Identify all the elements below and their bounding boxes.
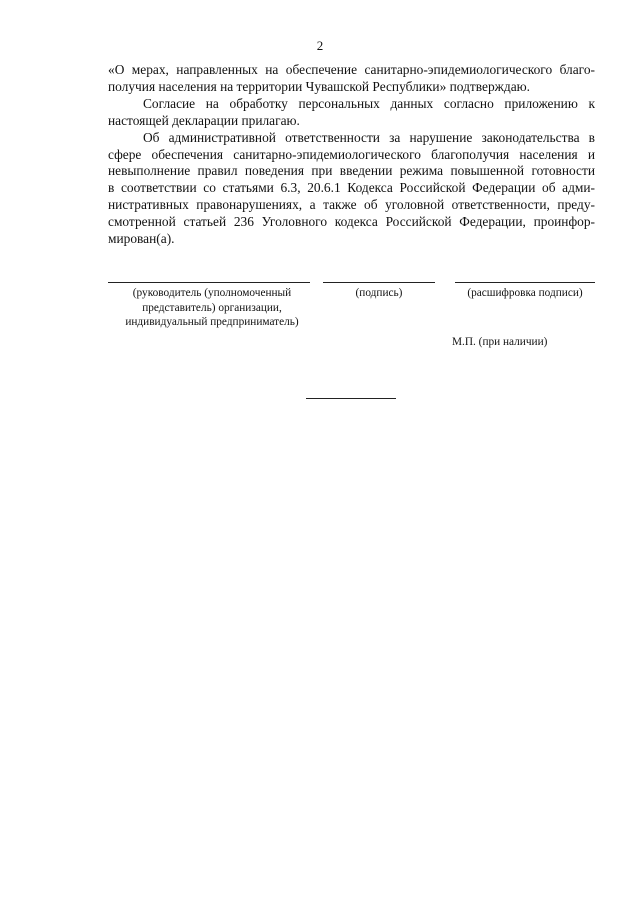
caption-line: (руководитель (уполномоченный: [132, 287, 292, 299]
text-line: Согласие на обработку персональных данных согласно приложению к: [143, 95, 595, 111]
paragraph-liability: [108, 130, 595, 248]
page-number: 2: [316, 38, 324, 53]
text-line: мирован(а).: [108, 231, 175, 247]
text-line: смотренной статьей 236 Уголовного кодекса Российской Федерации, проинфор-: [108, 214, 595, 230]
name-caption: (расшифровка подписи): [467, 287, 583, 299]
text-line: настоящей декларации прилагаю.: [108, 112, 300, 128]
document-body: [108, 62, 595, 248]
caption-line: индивидуальный предприниматель): [125, 316, 299, 328]
signature-line-sign: [323, 282, 435, 283]
text-line: Об административной ответственности за нарушение законодательства в: [143, 129, 595, 145]
sign-caption: (подпись): [355, 287, 403, 299]
text-line: нистративных правонарушениях, а также об уголовной ответственности, преду-: [108, 197, 595, 213]
text-line: в соответствии со статьями 6.3, 20.6.1 Кодекса Российской Федерации об адми-: [108, 180, 595, 196]
text-line: сфере обеспечения санитарно-эпидемиологического благополучия населения и: [108, 146, 595, 162]
text-line: невыполнение правил поведения при введении режима повышенной готовности: [108, 163, 595, 179]
signature-line-name: [455, 282, 595, 283]
caption-line: представитель) организации,: [142, 301, 282, 314]
text-line: «О мерах, направленных на обеспечение санитарно-эпидемиологического благо-: [108, 62, 595, 77]
text-line: получия населения на территории Чувашской Республики» подтверждаю.: [108, 78, 531, 94]
stamp-label: М.П. (при наличии): [452, 336, 548, 348]
paragraph-confirmation: [108, 62, 595, 96]
head-caption: [108, 286, 316, 330]
end-rule: [306, 398, 396, 399]
signature-line-head: [108, 282, 310, 283]
paragraph-consent: [108, 96, 595, 130]
